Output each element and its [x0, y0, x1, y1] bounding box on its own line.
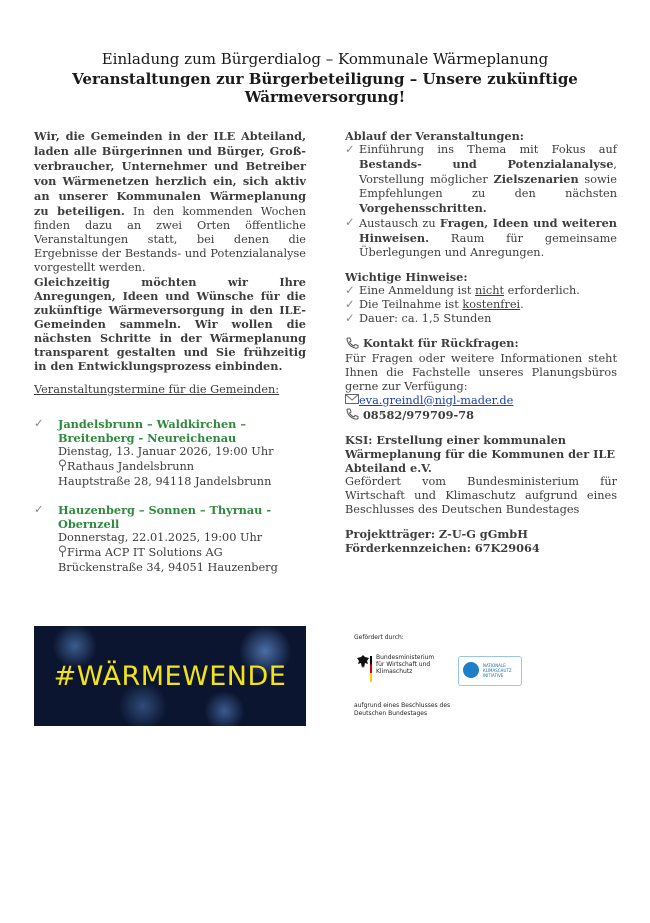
phone-number: 08582/979709-78 [362, 407, 474, 422]
hinweis-item-3: ✓ Dauer: ca. 1,5 Stunden [345, 312, 492, 325]
ksi-text: Gefördert vom Bundesministerium für Wirtschaft und Klimaschutz aufgrund eines Beschlusses des Deutschen Bundestages [345, 475, 617, 516]
email-link[interactable]: eva.greindl@nigl-mader.de [359, 393, 514, 407]
event-date: Dienstag, 13. Januar 2026, 19:00 Uhr [58, 445, 274, 458]
ablauf-item-1: ✓ Einführung ins Thema mit Fokus auf Bestands- und Potenzialanalyse, Vorstellung möglicher Zielszenarien sowie Empfehlungen zu den nächsten Vorgehensschritten. [345, 143, 617, 215]
event-date: Donnerstag, 22.01.2025, 19:00 Uhr [58, 531, 263, 544]
page-title: Einladung zum Bürgerdialog – Kommunale Wärmeplanung [101, 50, 549, 68]
event-places: Jandelsbrunn – Waldkirchen – Breitenberg - Neureichenau [58, 417, 246, 445]
phone-icon [345, 337, 359, 352]
ministry-label: Bundesministerium für Wirtschaft und Klimaschutz [376, 654, 435, 675]
hinweise-heading: Wichtige Hinweise: [345, 270, 468, 284]
event-address: Hauptstraße 28, 94118 Jandelsbrunn [58, 475, 272, 488]
event-places: Hauzenberg – Sonnen – Thyrnau - Obernzell [58, 503, 272, 531]
event-venue: Rathaus Jandelsbrunn [67, 460, 195, 473]
ksi-heading: KSI: Erstellung einer kommunalen Wärmeplanung für die Kommunen der ILE Abteiland e.V. [345, 433, 615, 475]
intro-bold: Wir, die Gemeinden in der ILE Abteiland, laden alle Bürgerinnen und Bürger, Groß-verbraucher, Unternehmer und Betreiber von Wärmenetzen herzlich ein, sich aktiv an unserer Kommunalen Wärmeplanung zu beteiligen. [34, 129, 306, 218]
check-icon: ✓ [34, 417, 44, 430]
kontakt-text: Für Fragen oder weitere Informationen steht Ihnen die Fachstelle unseres Planungsbüros gerne zur Verfügung: [345, 351, 617, 393]
event-address: Brückenstraße 34, 94051 Hauzenberg [58, 561, 278, 574]
nki-logo [458, 656, 522, 686]
events-heading: Veranstaltungstermine für die Gemeinden: [34, 383, 280, 396]
check-icon: ✓ [345, 284, 355, 297]
projekttraeger: Projektträger: Z-U-G gGmbH [345, 527, 528, 541]
german-flag-bar [370, 656, 372, 682]
check-icon: ✓ [345, 143, 355, 156]
banner-text: #WÄRMEWENDE [53, 660, 287, 692]
ablauf-heading: Ablauf der Veranstaltungen: [345, 129, 524, 143]
aufgrund-label: aufgrund eines Beschlusses des Deutschen Bundestages [354, 702, 451, 717]
right-column [345, 129, 617, 555]
hinweis-item-1: ✓ Eine Anmeldung ist nicht erforderlich. [345, 284, 580, 297]
federal-eagle-icon [356, 654, 370, 670]
check-icon: ✓ [345, 312, 355, 325]
check-icon: ✓ [345, 298, 355, 311]
phone-icon [345, 408, 359, 423]
foerderkennzeichen: Förderkennzeichen: 67K29064 [345, 541, 540, 555]
waermewende-banner [34, 626, 306, 726]
left-column [34, 129, 306, 575]
event-item-2 [34, 503, 306, 575]
location-pin-icon [58, 459, 67, 475]
location-pin-icon [58, 545, 67, 561]
kontakt-email-row [345, 394, 617, 408]
intro-normal: In den kommenden Wochen finden dazu an zwei Orten öffentliche Veranstaltungen statt, bei denen die Ergebnisse der Bestands- und Potenzialanalyse vorgestellt werden. [34, 205, 306, 274]
event-venue: Firma ACP IT Solutions AG [67, 546, 223, 559]
event-item-1 [34, 417, 306, 489]
hinweis-item-2: ✓ Die Teilnahme ist kostenfrei. [345, 298, 524, 311]
ablauf-item-2: ✓ Austausch zu Fragen, Ideen und weiteren Hinweisen. Raum für gemeinsame Überlegungen und Anregungen. [345, 216, 618, 259]
intro-second-paragraph: Gleichzeitig möchten wir Ihre Anregungen, Ideen und Wünsche für die zukünftige Wärmeversorgung in den ILE-Gemeinden sammeln. Wir wollen die nächsten Schritte in der Wärmeplanung transparent gestalten und Sie frühzeitig in den Entwicklungsprozess einbinden. [34, 275, 306, 373]
intro-paragraph [34, 129, 306, 275]
kontakt-phone-row [345, 408, 617, 424]
gefoerdert-label: Gefördert durch: [354, 634, 404, 641]
email-icon [345, 394, 359, 408]
page-subtitle: Veranstaltungen zur Bürgerbeteiligung – Unsere zukünftige Wärmeversorgung! [72, 70, 578, 106]
nki-label: NATIONALE KLIMASCHUTZ INITIATIVE [483, 663, 512, 678]
check-icon: ✓ [34, 503, 44, 516]
globe-icon [463, 662, 479, 678]
ministry-logo [352, 654, 435, 690]
funding-logos [352, 634, 522, 729]
kontakt-heading: Kontakt für Rückfragen: [345, 336, 617, 352]
check-icon: ✓ [345, 216, 355, 229]
